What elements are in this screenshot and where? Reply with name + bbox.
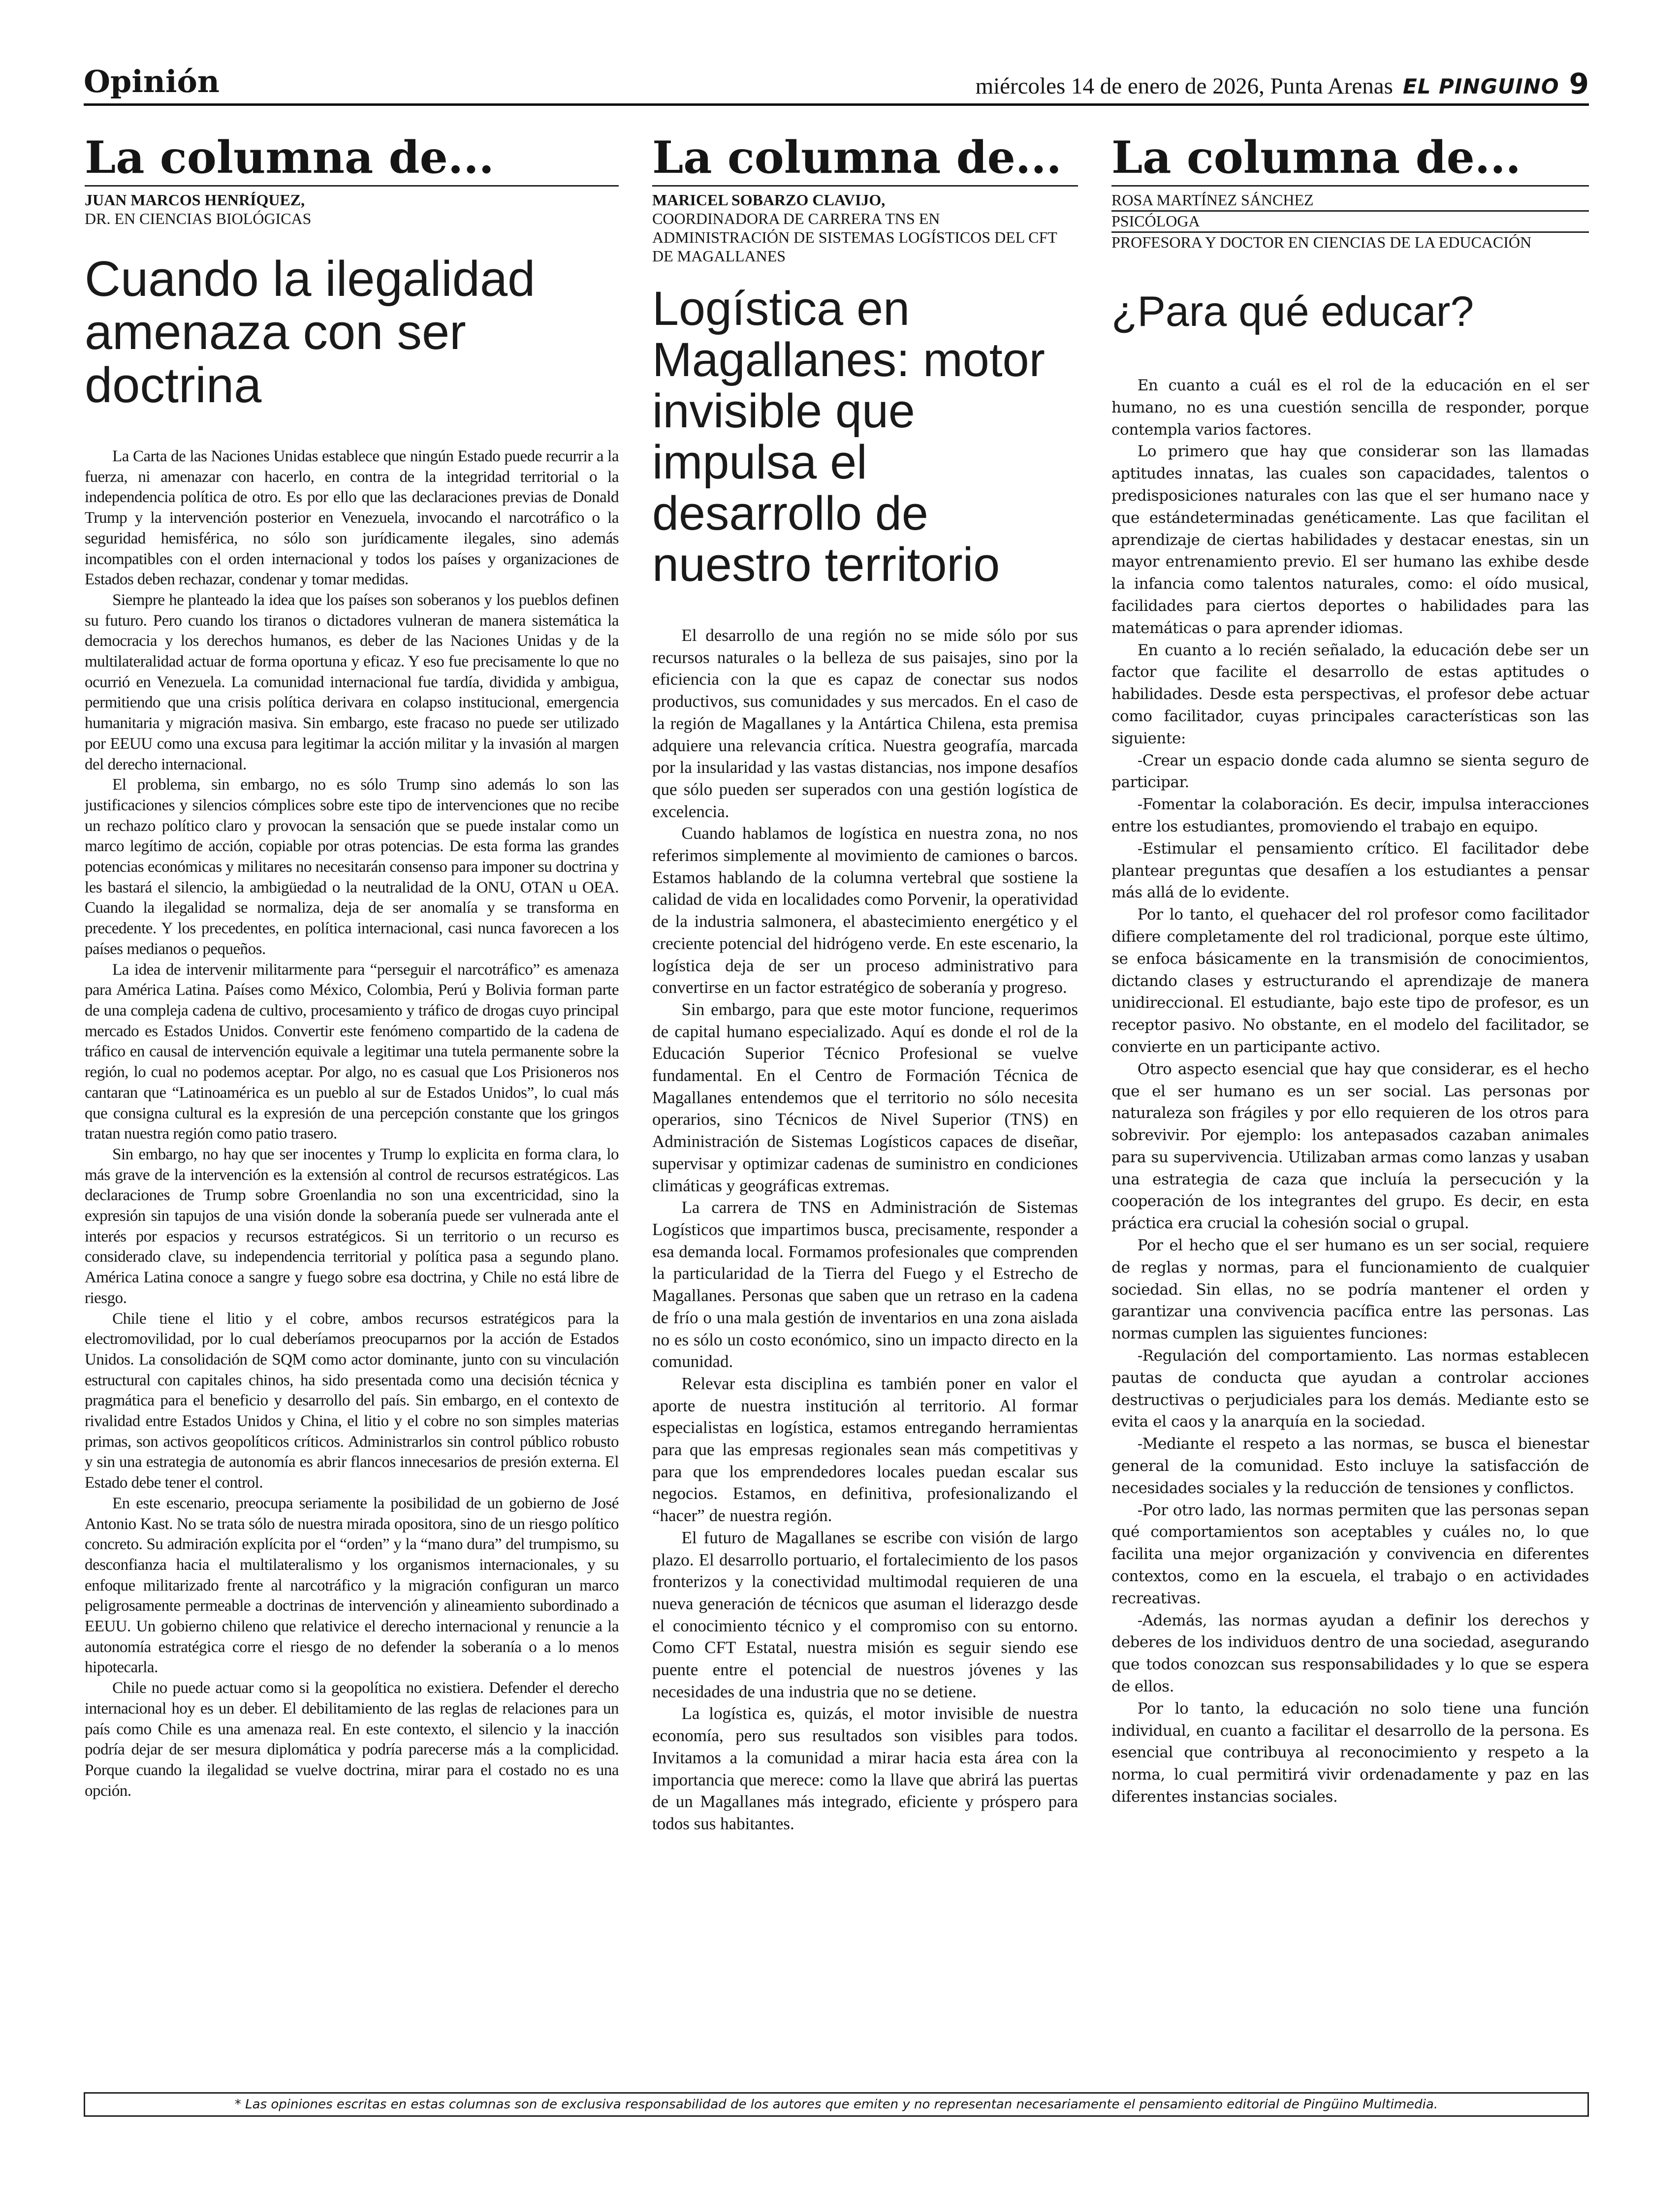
author-name: JUAN MARCOS HENRÍQUEZ,: [85, 191, 305, 209]
article-paragraph: La carrera de TNS en Administración de Sistemas Logísticos que impartimos busca, precisamente, responder a esa demanda local. Formamos profesionales que comprenden la particularidad de la Tierra del Fuego y el Estrecho de Magallanes. Personas que saben que un retraso en la cadena de frío o una mala gestión de inventarios en una zona aislada no es sólo un costo económico, sino un impacto directo en la comunidad.: [652, 1198, 1078, 1371]
article-paragraph: En cuanto a lo recién señalado, la educación debe ser un factor que facilite el desarrollo de estas aptitudes o habilidades. Desde esta perspectivas, el profesor debe actuar como facilitador, cuyas principales características son las siguiente:: [1111, 641, 1589, 747]
article-paragraph: -Estimular el pensamiento crítico. El facilitador debe plantear preguntas que desafíen a los estudiantes a pensar más allá de lo evidente.: [1111, 839, 1589, 902]
article-body: [1111, 375, 1589, 1808]
article-paragraph: -Por otro lado, las normas permiten que las personas sepan qué comportamientos son aceptables y cuáles no, lo que facilita una mejor organización y convivencia en diferentes contextos, como en la escuela, el trabajo o en actividades recreativas.: [1111, 1501, 1589, 1607]
author-name: ROSA MARTÍNEZ SÁNCHEZ: [1111, 191, 1589, 212]
article-paragraph: Chile no puede actuar como si la geopolítica no existiera. Defender el derecho internacional hoy es un deber. El debilitamiento de las reglas de relaciones para un país como Chile es una amenaza real. En este contexto, el silencio y la inacción podría dejar de ser mesura diplomática y podría parecerse más a la complicidad. Porque cuando la ilegalidad se vuelve doctrina, mirar para el costado no es una opción.: [85, 1679, 619, 1800]
article-paragraph: Por lo tanto, el quehacer del rol profesor como facilitador difiere completamente del rol tradicional, porque este último, se enfoca básicamente en la transmisión de conocimientos, dictando clases y estructurando el aprendizaje de manera unidireccional. El estudiante, bajo este tipo de profesor, es un receptor pasivo. No obstante, en el modelo del facilitador, se convierte en un participante activo.: [1111, 906, 1589, 1056]
article-title: Cuando la ilegalidad amenaza con ser doctrina: [85, 252, 536, 413]
column-heading: La columna de...: [1111, 131, 1521, 184]
article-title: ¿Para qué educar?: [1111, 288, 1474, 335]
article-paragraph: En cuanto a cuál es el rol de la educación en el ser humano, no es una cuestión sencilla de responder, porque contempla varios factores.: [1111, 377, 1589, 439]
article-paragraph: El futuro de Magallanes se escribe con visión de largo plazo. El desarrollo portuario, el fortalecimiento de los pasos fronterizos y la conectividad multimodal requieren de una nueva generación de técnicos que asuman el liderazgo desde el conocimiento técnico y el compromiso con su entorno. Como CFT Estatal, nuestra misión es seguir siendo ese puente entre el potencial de nuestros jóvenes y las necesidades de una industria que no se detiene.: [652, 1528, 1078, 1701]
article-paragraph: -Fomentar la colaboración. Es decir, impulsa interacciones entre los estudiantes, promoviendo el trabajo en equipo.: [1111, 796, 1589, 835]
column-heading: La columna de...: [652, 131, 1062, 184]
article-paragraph: Otro aspecto esencial que hay que considerar, es el hecho que el ser humano es un ser social. Las personas por naturaleza son frágiles y por ello requieren de los otros para sobrevivir. Por ejemplo: los antepasados cazaban animales para su supervivencia. Utilizaban armas como lanzas y usaban una estrategia de caza que incluía la persecución y la cooperación de los integrantes del grupo. Es decir, en esta práctica era crucial la cohesión social o grupal.: [1111, 1060, 1589, 1233]
article-paragraph: En este escenario, preocupa seriamente la posibilidad de un gobierno de José Antonio Kast. No se trata sólo de nuestra mirada opositora, sino de un riesgo político concreto. Su admiración explícita por el “orden” y la “mano dura” del trumpismo, su desconfianza hacia el multilateralismo y los organismos internacionales, y su enfoque militarizado frente al narcotráfico y la migración configuran un marco peligrosamente permeable a doctrinas de intervención y alineamiento subordinado a EEUU. Un gobierno chileno que relativice el derecho internacional y renuncie a la autonomía estratégica corre el riesgo de no defender la soberanía o a lo menos hipotecarla.: [85, 1494, 619, 1677]
article-paragraph: -Mediante el respeto a las normas, se busca el bienestar general de la comunidad. Esto incluye la satisfacción de necesidades sociales y la reducción de tensiones y conflictos.: [1111, 1435, 1589, 1497]
column-2: [652, 133, 1078, 1835]
article-paragraph: Relevar esta disciplina es también poner en valor el aporte de nuestra institución al territorio. Al formar especialistas en logística, estamos entregando herramientas para que las empresas regionales sean más competitivas y para que los emprendedores locales puedan escalar sus negocios. Estamos, en definitiva, profesionalizando el “hacer” de nuestra región.: [652, 1373, 1078, 1526]
article-paragraph: -Crear un espacio donde cada alumno se sienta seguro de participar.: [1111, 751, 1589, 792]
author-title: PSICÓLOGA: [1111, 212, 1589, 233]
author-box: [1111, 185, 1589, 253]
header-right: [976, 67, 1589, 100]
dateline: miércoles 14 de enero de 2026, Punta Arenas: [975, 73, 1393, 99]
author-title: PROFESORA Y DOCTOR EN CIENCIAS DE LA EDUCACIÓN: [1111, 233, 1532, 251]
article-body: [652, 625, 1078, 1835]
article-paragraph: Cuando hablamos de logística en nuestra zona, no nos referimos simplemente al movimiento de camiones o barcos. Estamos hablando de la columna vertebral que sostiene la calidad de vida en localidades como Porvenir, la operatividad de la industria salmonera, el abastecimiento energético y el creciente potencial del hidrógeno verde. En este escenario, la logística deja de ser un proceso administrativo para convertirse en un factor estratégico de soberanía y progreso.: [652, 824, 1078, 997]
article-paragraph: Por lo tanto, la educación no solo tiene una función individual, en cuanto a facilitar el desarrollo de la persona. Es esencial que contribuya al reconocimiento y respeto a la norma, lo cual permitirá vivir ordenadamente y paz en las diferentes instancias sociales.: [1111, 1699, 1589, 1806]
author-box: [652, 185, 1078, 265]
column-heading: La columna de...: [85, 131, 494, 184]
page-header: [84, 59, 1589, 106]
author-name: MARICEL SOBARZO CLAVIJO,: [652, 191, 886, 209]
article-body: [85, 446, 619, 1801]
article-paragraph: El desarrollo de una región no se mide sólo por sus recursos naturales o la belleza de sus paisajes, sino por la eficiencia con la que es capaz de conectar sus nodos productivos, sus comunidades y sus mercados. En el caso de la región de Magallanes y la Antártica Chilena, esta premisa adquiere una relevancia crítica. Nuestra geografía, marcada por la insularidad y las vastas distancias, nos impone desafíos que sólo pueden ser superados con una gestión logística de excelencia.: [652, 626, 1078, 821]
page-number: 9: [1569, 67, 1589, 100]
article-paragraph: La logística es, quizás, el motor invisible de nuestra economía, pero sus resultados son visibles para todos. Invitamos a la comunidad a mirar hacia esta área con la importancia que merece: como la llave que abrirá las puertas de un Magallanes más integrado, eficiente y próspero para todos sus habitantes.: [652, 1704, 1078, 1833]
section-title: Opinión: [84, 64, 220, 99]
article-paragraph: La Carta de las Naciones Unidas establece que ningún Estado puede recurrir a la fuerza, ni amenazar con hacerlo, en contra de la integridad territorial o la independencia política de otro. Es por ello que las declaraciones previas de Donald Trump y la intervención posterior en Venezuela, invocando el narcotráfico o la seguridad hemisférica, no sólo son jurídicamente ilegales, sino además incompatibles con el orden internacional y todos los países y organizaciones de Estados deben rechazar, condenar y tomar medidas.: [85, 447, 619, 589]
article-paragraph: Sin embargo, no hay que ser inocentes y Trump lo explicita en forma clara, lo más grave de la intervención es la extensión al control de recursos estratégicos. Las declaraciones de Trump sobre Groenlandia no son una excentricidad, sino la expresión sin tapujos de una visión donde la soberanía puede ser vulnerada ante el interés por espacios y recursos estratégicos. Si un territorio o un recurso es considerado clave, su independencia territorial y política pasa a segundo plano. América Latina conoce a sangre y fuego sobre esa doctrina, y Chile no está libre de riesgo.: [85, 1145, 619, 1307]
disclaimer: * Las opiniones escritas en estas columnas son de exclusiva responsabilidad de los autores que emiten y no representan necesariamente el pensamiento editorial de Pingüino Multimedia.: [84, 2092, 1589, 2117]
article-paragraph: Chile tiene el litio y el cobre, ambos recursos estratégicos para la electromovilidad, por lo cual deberíamos preocuparnos por la acción de Estados Unidos. La consolidación de SQM como actor dominante, junto con su vinculación estructural con capitales chinos, ha sido presentada como una decisión técnica y pragmática para el beneficio y desarrollo del país. Sin embargo, en el contexto de rivalidad entre Estados Unidos y China, el litio y el cobre no son simples materias primas, son activos geopolíticos críticos. Administrarlos sin control público robusto y sin una estrategia de autonomía es abrir flancos innecesarios de presión externa. El Estado debe tener el control.: [85, 1309, 619, 1492]
article-paragraph: El problema, sin embargo, no es sólo Trump sino además lo son las justificaciones y silencios cómplices sobre este tipo de intervenciones que no recibe un rechazo político claro y provocan la sensación que se puede instalar como un marco legítimo de acción, copiable por otras potencias. De esta forma las grandes potencias económicas y militares no necesitarán consenso para imponer su doctrina y les bastará el silencio, la ambigüedad o la neutralidad de la ONU, OTAN u OEA. Cuando la ilegalidad se normaliza, deja de ser anomalía y se transforma en precedente. Y los precedentes, en política internacional, casi nunca favorecen a los países medianos o pequeños.: [85, 776, 619, 958]
author-box: [85, 185, 619, 228]
article-paragraph: -Además, las normas ayudan a definir los derechos y deberes de los individuos dentro de una sociedad, asegurando que todos conozcan sus responsabilidades y lo que se espera de ellos.: [1111, 1611, 1589, 1696]
author-title: DR. EN CIENCIAS BIOLÓGICAS: [85, 210, 312, 227]
article-paragraph: Sin embargo, para que este motor funcione, requerimos de capital humano especializado. Aquí es donde el rol de la Educación Superior Técnico Profesional se vuelve fundamental. En el Centro de Formación Técnica de Magallanes entendemos que el territorio no sólo necesita operarios, sino Técnicos de Nivel Superior (TNS) en Administración de Sistemas Logísticos capaces de diseñar, supervisar y optimizar cadenas de suministro en condiciones climáticas y geográficas extremas.: [652, 999, 1078, 1195]
article-paragraph: Por el hecho que el ser humano es un ser social, requiere de reglas y normas, para el funcionamiento de cualquier sociedad. Sin ellas, no se podría mantener el orden y garantizar una convivencia pacífica entre las personas. Las normas cumplen las siguientes funciones:: [1111, 1237, 1589, 1343]
author-title: COORDINADORA DE CARRERA TNS EN ADMINISTRACIÓN DE SISTEMAS LOGÍSTICOS DEL CFT DE MAGALLANES: [652, 210, 1057, 265]
article-paragraph: La idea de intervenir militarmente para “perseguir el narcotráfico” es amenaza para América Latina. Países como México, Colombia, Perú y Bolivia forman parte de una compleja cadena de cultivo, procesamiento y tráfico de drogas cuyo principal mercado es Estados Unidos. Convertir este fenómeno compartido de la cadena de tráfico en causal de intervención equivale a legitimar una tutela permanente sobre la región, lo cual no podemos aceptar. Por algo, no es casual que Los Prisioneros nos cantaran que “Latinoamérica es un pueblo al sur de Estados Unidos”, lo cual más que consigna cultural es la expresión de una percepción constante que los gringos tratan nuestra región como patio trasero.: [85, 960, 619, 1143]
column-1: [85, 133, 619, 1801]
article-paragraph: Lo primero que hay que considerar son las llamadas aptitudes innatas, las cuales son capacidades, talentos o predisposiciones naturales con las que el ser humano nace y que estándeterminadas genéticamente. Las que facilitan el aprendizaje de ciertas habilidades y destacar enestas, sin un mayor entrenamiento previo. El ser humano las exhibe desde la infancia como talentos naturales, como: el oído musical, facilidades para ciertos deportes o habilidades para las matemáticas o para aprender idiomas.: [1111, 443, 1589, 637]
article-title: Logística en Magallanes: motor invisible que impulsa el desarrollo de nuestro territorio: [652, 282, 1045, 591]
article-paragraph: Siempre he planteado la idea que los países son soberanos y los pueblos definen su futuro. Pero cuando los tiranos o dictadores vulneran de manera sistemática la democracia y los derechos humanos, es deber de las Naciones Unidas y de la multilateralidad actuar de forma oportuna y eficaz. Y eso fue precisamente lo que no ocurrió en Venezuela. La comunidad internacional fue tardía, dividida y ambigua, permitiendo que una crisis política derivara en colapso institucional, emergencia humanitaria y migración masiva. Sin embargo, este fracaso no puede ser utilizado por EEUU como una excusa para legitimar la acción militar y la invasión al margen del derecho internacional.: [85, 591, 619, 773]
column-3: [1111, 133, 1589, 1808]
newspaper-logo: EL PINGUINO: [1402, 74, 1559, 98]
article-paragraph: -Regulación del comportamiento. Las normas establecen pautas de conducta que ayudan a controlar acciones destructivas o perjudiciales para los demás. Mediante esto se evita el caos y la anarquía en la sociedad.: [1111, 1347, 1589, 1431]
